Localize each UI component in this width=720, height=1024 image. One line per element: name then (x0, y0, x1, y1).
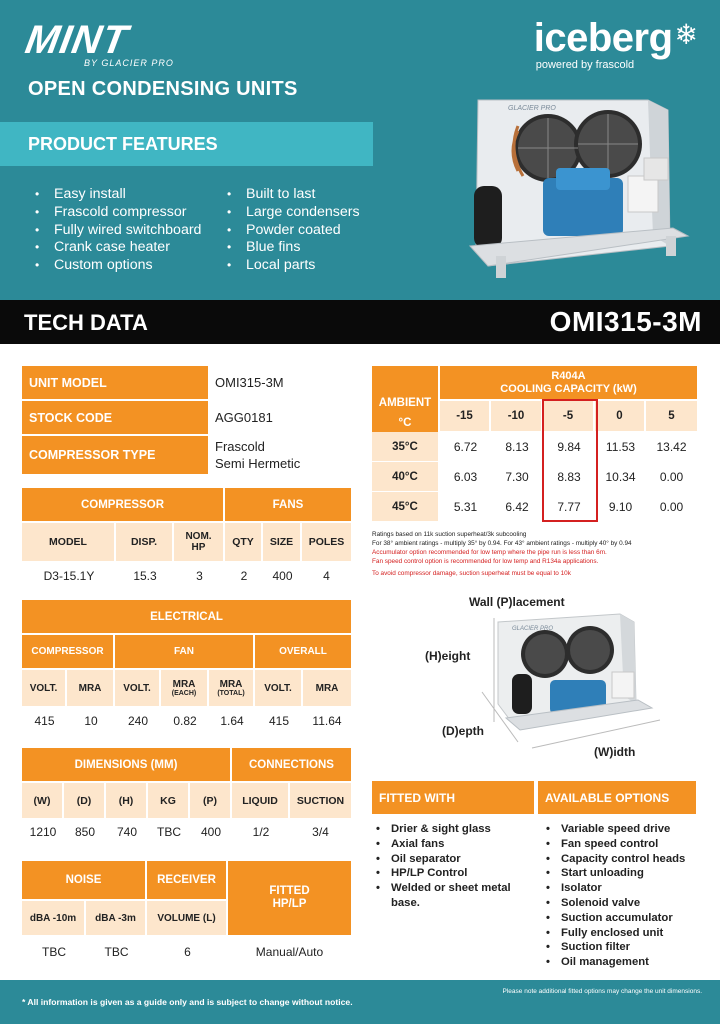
comp-volt-value: 415 (34, 714, 55, 728)
available-options-header: AVAILABLE OPTIONS (538, 781, 696, 814)
col-fan-volt: VOLT. (115, 670, 161, 706)
note-accumulator: Accumulator option recommended for low temp where the pipe run is less than 6m. (372, 549, 607, 556)
wall-placement-label: Wall (P)lacement (469, 595, 565, 609)
capacity-notes (372, 530, 712, 578)
col-volume: VOLUME (L) (147, 901, 228, 935)
col-dba-10m: dBA -10m (22, 901, 86, 935)
temp-col: -15 (440, 401, 491, 431)
tech-data-model: OMI315-3M (549, 306, 702, 337)
electrical-group-overall: OVERALL (255, 635, 351, 668)
note-superheat: To avoid compressor damage, suction superheat must be equal to 10k (372, 570, 571, 577)
fitted-item: • Axial fans (372, 837, 532, 852)
width-value: 1210 (29, 825, 57, 839)
ambient-row-label: 40°C (372, 462, 440, 491)
placement-unit-label: GLACIER PRO (512, 626, 554, 632)
fitted-with-list (372, 822, 532, 911)
refrigerant-label: R404A (551, 369, 586, 382)
fan-size-value: 400 (272, 569, 293, 583)
fitted-item: • HP/LP Control (372, 866, 532, 881)
col-fan-mra-total-label: MRA (219, 679, 243, 690)
option-item: • Oil management (542, 955, 712, 970)
col-fan-mra-each-sub: (EACH) (171, 690, 197, 697)
capacity-cell: 7.77 (557, 499, 581, 514)
temp-col: -5 (543, 401, 595, 431)
col-fan-mra-each (161, 670, 209, 706)
col-depth: (D) (64, 783, 106, 818)
col-overall-volt: VOLT. (255, 670, 303, 706)
col-width: (W) (22, 783, 64, 818)
capacity-cell: 0.00 (659, 499, 684, 514)
col-disp: DISP. (116, 523, 174, 561)
capacity-cell: 6.72 (453, 439, 478, 454)
cooling-capacity-label: COOLING CAPACITY (kW) (500, 382, 637, 395)
electrical-table-header: ELECTRICAL (22, 600, 351, 633)
tech-data-bar (0, 300, 720, 344)
feature-item: • Local parts (222, 257, 360, 275)
footer (0, 980, 720, 1024)
temp-col: -10 (491, 401, 543, 431)
fitted-item: • Drier & sight glass (372, 822, 532, 837)
capacity-cell: 8.13 (505, 439, 529, 454)
note-ambient: For 38° ambient ratings - multiply 35° by 0.94. For 43° ambient ratings - multiply 40° by 0.94 (372, 540, 632, 547)
col-nom-hp: NOM. HP (174, 523, 225, 561)
feature-item: • Blue fins (222, 239, 360, 257)
col-height: (H) (106, 783, 148, 818)
feature-item: • Crank case heater (30, 239, 201, 257)
ambient-row-label: 35°C (372, 432, 440, 461)
dba-10m-value: TBC (42, 945, 66, 959)
highlight-box (542, 399, 598, 522)
capacity-cell: 7.30 (505, 469, 529, 484)
note-fan-speed: Fan speed control option is recommended for low temp and R134a applications. (372, 558, 599, 565)
col-placement: (P) (190, 783, 232, 818)
option-item: • Fully enclosed unit (542, 926, 712, 941)
option-item: • Isolator (542, 881, 712, 896)
nom-hp-value: 3 (196, 569, 203, 583)
electrical-group-fan: FAN (115, 635, 255, 668)
fan-volt-value: 240 (127, 714, 149, 728)
col-qty: QTY (225, 523, 263, 561)
dimensions-table-header: DIMENSIONS (MM) (22, 748, 232, 781)
col-kg: KG (148, 783, 190, 818)
dba-3m-value: TBC (104, 945, 129, 959)
compressor-model-value: D3-15.1Y (43, 569, 95, 583)
connections-table-header: CONNECTIONS (232, 748, 351, 781)
feature-item: • Easy install (30, 186, 201, 204)
option-item: • Start unloading (542, 866, 712, 881)
placement-value: 400 (200, 825, 222, 839)
iceberg-logo-sub: powered by frascold (535, 59, 635, 71)
temp-col: 0 (595, 401, 646, 431)
depth-value: 850 (74, 825, 96, 839)
col-poles: POLES (302, 523, 351, 561)
tech-data-title: TECH DATA (24, 310, 148, 335)
feature-item: • Built to last (222, 186, 360, 204)
temp-col: 5 (646, 401, 697, 431)
fan-mra-each-value: 0.82 (173, 714, 197, 728)
height-value: 740 (116, 825, 138, 839)
ambient-unit: °C (398, 416, 412, 429)
product-features-title: PRODUCT FEATURES (28, 134, 218, 154)
option-item: • Capacity control heads (542, 852, 712, 867)
feature-item: • Large condensers (222, 204, 360, 222)
volume-value: 6 (184, 945, 191, 959)
condensing-unit-image (448, 96, 698, 282)
width-label: (W)idth (594, 745, 636, 759)
capacity-cell: 0.00 (659, 469, 684, 484)
fitted-item: • Welded or sheet metal base. (372, 881, 532, 911)
mint-logo (22, 18, 206, 68)
comp-mra-value: 10 (84, 714, 98, 728)
noise-table-header: NOISE (22, 861, 147, 899)
ambient-row-label: 45°C (372, 492, 440, 521)
unit-model-label: UNIT MODEL (22, 366, 210, 399)
capacity-cell: 13.42 (656, 439, 687, 454)
fan-mra-total-value: 1.64 (220, 714, 244, 728)
option-item: • Variable speed drive (542, 822, 712, 837)
capacity-cell: 6.42 (505, 499, 529, 514)
placement-diagram (420, 592, 670, 764)
stock-code-value: AGG0181 (215, 410, 273, 425)
mint-logo-sub: BY GLACIER PRO (84, 58, 174, 68)
disp-value: 15.3 (133, 569, 157, 583)
capacity-cell: 5.31 (453, 499, 478, 514)
fitted-hplp-value: Manual/Auto (255, 945, 324, 959)
unit-model-value: OMI315-3M (215, 375, 284, 390)
compressor-table-header: COMPRESSOR (22, 488, 225, 521)
suction-value: 3/4 (312, 825, 329, 839)
page-title: OPEN CONDENSING UNITS (28, 78, 298, 100)
iceberg-logo (534, 18, 698, 71)
unit-image-label: GLACIER PRO (508, 105, 556, 112)
col-suction: SUCTION (290, 783, 351, 818)
feature-item: • Powder coated (222, 222, 360, 240)
capacity-cell: 8.83 (557, 469, 581, 484)
capacity-cell: 9.10 (608, 499, 633, 514)
liquid-value: 1/2 (252, 825, 270, 839)
note-ratings: Ratings based on 11k suction superheat/3k subcooling (372, 531, 527, 538)
col-overall-mra: MRA (303, 670, 351, 706)
ambient-label: AMBIENT (378, 396, 432, 409)
snowflake-icon: ❄ (674, 19, 698, 50)
option-item: • Fan speed control (542, 837, 712, 852)
footer-note: Please note additional fitted options may change the unit dimensions. (502, 988, 702, 995)
capacity-cell: 6.03 (453, 469, 478, 484)
kg-value: TBC (157, 825, 181, 839)
col-size: SIZE (263, 523, 302, 561)
option-item: • Suction accumulator (542, 911, 712, 926)
feature-item: • Frascold compressor (30, 204, 201, 222)
overall-mra-value: 11.64 (312, 714, 342, 728)
iceberg-logo-word: iceberg (533, 16, 673, 60)
features-list-right (222, 186, 360, 275)
col-dba-3m: dBA -3m (86, 901, 147, 935)
capacity-cell: 9.84 (557, 439, 581, 454)
fans-table-header: FANS (225, 488, 351, 521)
capacity-cell: 11.53 (605, 439, 636, 454)
feature-item: • Fully wired switchboard (30, 222, 201, 240)
fan-poles-value: 4 (323, 569, 330, 583)
col-fan-mra-each-label: MRA (172, 679, 196, 690)
col-comp-volt: VOLT. (22, 670, 67, 706)
compressor-type-value-1: Frascold (215, 438, 265, 454)
col-fan-mra-total-sub: (TOTAL) (217, 690, 245, 697)
features-list-left (30, 186, 201, 275)
depth-label: (D)epth (442, 724, 484, 738)
option-item: • Suction filter (542, 940, 712, 955)
stock-code-label: STOCK CODE (22, 401, 210, 434)
product-features-bar (0, 122, 373, 166)
footer-disclaimer: * All information is given as a guide only and is subject to change without notice. (22, 997, 353, 1007)
electrical-group-compressor: COMPRESSOR (22, 635, 115, 668)
receiver-table-header: RECEIVER (147, 861, 228, 899)
col-comp-mra: MRA (67, 670, 115, 706)
fitted-hplp-header: FITTED HP/LP (228, 861, 351, 935)
fan-qty-value: 2 (240, 569, 248, 583)
col-fan-mra-total (209, 670, 255, 706)
capacity-header (440, 366, 697, 399)
compressor-type-label: COMPRESSOR TYPE (22, 436, 210, 474)
overall-volt-value: 415 (268, 714, 290, 728)
capacity-cell: 10.34 (605, 469, 636, 484)
mint-logo-word: MINT (22, 18, 132, 62)
hero-banner (0, 0, 720, 300)
fitted-with-header: FITTED WITH (372, 781, 536, 814)
option-item: • Solenoid valve (542, 896, 712, 911)
fitted-item: • Oil separator (372, 852, 532, 867)
col-model: MODEL (22, 523, 116, 561)
available-options-list (542, 822, 712, 970)
col-liquid: LIQUID (232, 783, 290, 818)
feature-item: • Custom options (30, 257, 201, 275)
compressor-type-value-2: Semi Hermetic (215, 455, 301, 471)
height-label: (H)eight (425, 649, 471, 663)
